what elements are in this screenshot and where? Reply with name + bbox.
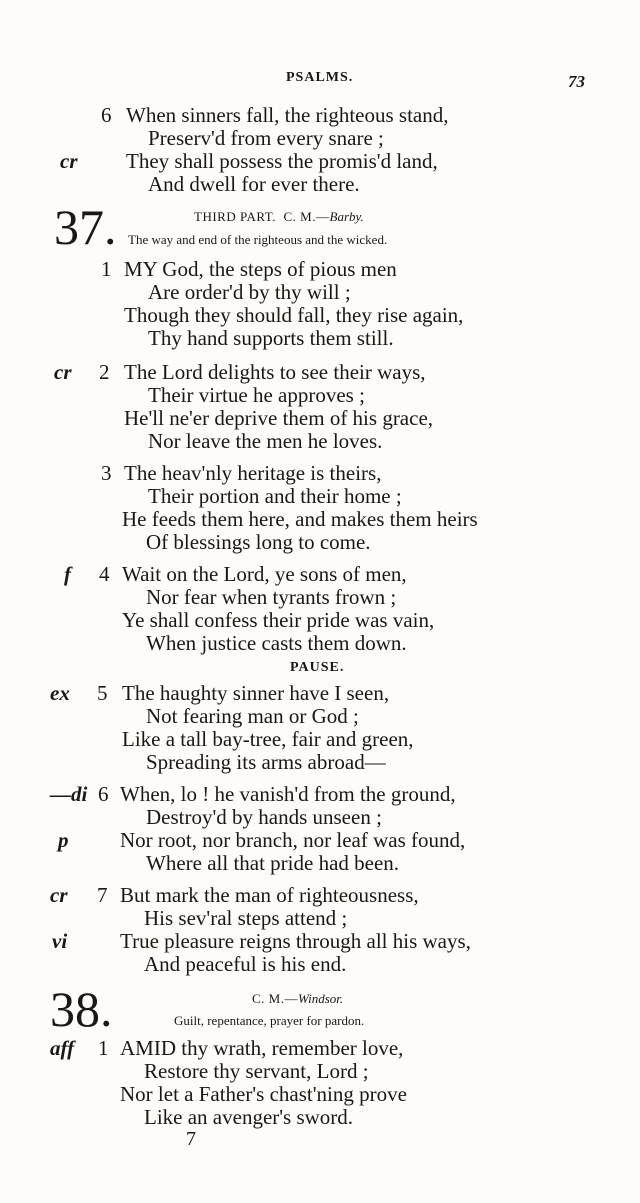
verse-line: Thy hand supports them still.: [148, 326, 394, 350]
verse-line: They shall possess the promis'd land,: [126, 149, 438, 173]
verse-line: Are order'd by thy will ;: [148, 280, 351, 304]
verse-line: Nor root, nor branch, nor leaf was found,: [120, 828, 466, 852]
verse-number: 6: [98, 782, 109, 806]
verse-line: MY God, the steps of pious men: [124, 257, 397, 281]
verse-line: Spreading its arms abroad—: [146, 750, 386, 774]
verse-line: True pleasure reigns through all his ways,: [120, 929, 471, 953]
verse-line: Nor fear when tyrants frown ;: [146, 585, 397, 609]
dynamic-mark: p: [58, 828, 69, 852]
verse-line: His sev'ral steps attend ;: [144, 906, 348, 930]
verse-line: Ye shall confess their pride was vain,: [122, 608, 435, 632]
dynamic-mark: cr: [54, 360, 72, 384]
hymn-tune: Barby.: [329, 209, 364, 224]
hymn-number: 38.: [50, 981, 113, 1037]
verse-line: Their virtue he approves ;: [148, 383, 365, 407]
dynamic-mark: —di: [50, 782, 88, 806]
hymn-meta: [194, 209, 364, 225]
dynamic-mark: cr: [50, 883, 68, 907]
verse-line: Wait on the Lord, ye sons of men,: [122, 562, 407, 586]
verse-line: But mark the man of righteousness,: [120, 883, 419, 907]
verse-line: And dwell for ever there.: [148, 172, 360, 196]
signature-mark: 7: [186, 1128, 196, 1150]
verse-line: When sinners fall, the righteous stand,: [126, 103, 449, 127]
dynamic-mark: aff: [50, 1036, 75, 1060]
hymn-tune: Windsor.: [297, 991, 344, 1006]
hymn-meta: [252, 991, 343, 1007]
verse-line: Where all that pride had been.: [146, 851, 400, 875]
verse-number: 1: [101, 257, 112, 281]
verse-number: 7: [97, 883, 108, 907]
verse-number: 3: [101, 461, 112, 485]
verse-line: AMID thy wrath, remember love,: [120, 1036, 404, 1060]
dynamic-mark: f: [64, 562, 71, 586]
verse-number: 2: [99, 360, 110, 384]
verse-number: 5: [97, 681, 108, 705]
verse-line: When, lo ! he vanish'd from the ground,: [120, 782, 456, 806]
verse-line: Of blessings long to come.: [146, 530, 371, 554]
verse-number: 4: [99, 562, 110, 586]
hymn-part: THIRD PART.: [194, 209, 277, 224]
dynamic-mark: cr: [60, 149, 78, 173]
verse-line: The haughty sinner have I seen,: [122, 681, 390, 705]
hymn-subject: Guilt, repentance, prayer for pardon.: [174, 1013, 365, 1028]
verse-line: And peaceful is his end.: [144, 952, 347, 976]
verse-line: When justice casts them down.: [146, 631, 407, 655]
running-header: PSALMS.: [286, 70, 354, 85]
verse-line: Restore thy servant, Lord ;: [144, 1059, 369, 1083]
verse-line: He'll ne'er deprive them of his grace,: [124, 406, 434, 430]
dynamic-mark: ex: [50, 681, 70, 705]
hymn-meter: C. M.—: [252, 991, 298, 1006]
verse-line: Like a tall bay-tree, fair and green,: [122, 727, 414, 751]
verse-line: Not fearing man or God ;: [146, 704, 359, 728]
verse-number: 6: [101, 103, 112, 127]
hymn-number: 37.: [54, 199, 117, 255]
verse-line: Nor leave the men he loves.: [148, 429, 383, 453]
verse-line: The heav'nly heritage is theirs,: [124, 461, 382, 485]
verse-line: Though they should fall, they rise again,: [124, 303, 464, 327]
pause-heading: PAUSE.: [290, 660, 345, 675]
verse-number: 1: [98, 1036, 109, 1060]
verse-line: Destroy'd by hands unseen ;: [146, 805, 382, 829]
hymn-subject: The way and end of the righteous and the wicked.: [128, 232, 388, 247]
verse-line: The Lord delights to see their ways,: [124, 360, 426, 384]
verse-line: Preserv'd from every snare ;: [148, 126, 384, 150]
verse-line: Their portion and their home ;: [148, 484, 402, 508]
dynamic-mark: vi: [52, 929, 68, 953]
verse-line: Like an avenger's sword.: [144, 1105, 354, 1129]
page-number: 73: [568, 72, 585, 91]
hymn-meter: C. M.—: [283, 209, 330, 224]
verse-line: Nor let a Father's chast'ning prove: [120, 1082, 407, 1106]
verse-line: He feeds them here, and makes them heirs: [122, 507, 478, 531]
